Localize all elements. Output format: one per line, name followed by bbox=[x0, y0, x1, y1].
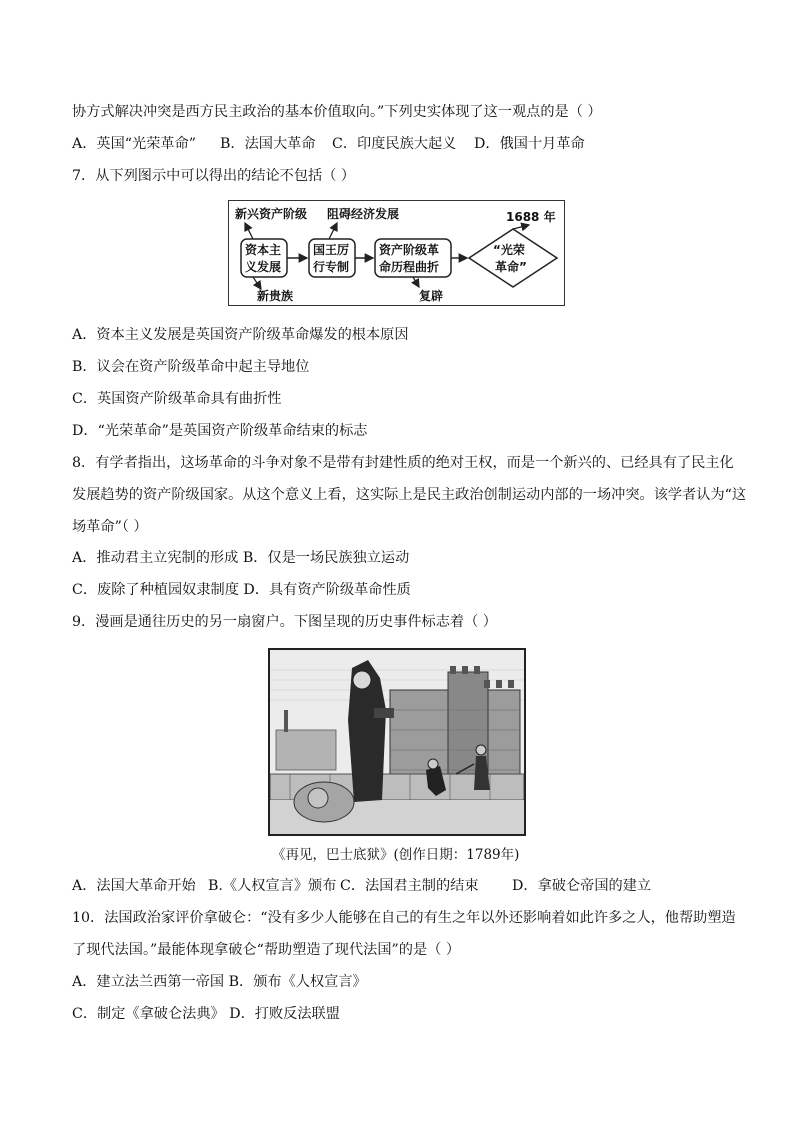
q9-stem: 9．漫画是通往历史的另一扇窗户。下图呈现的历史事件标志着（ ） bbox=[72, 614, 497, 630]
q10-options-cd[interactable]: C．制定《拿破仑法典》 D．打败反法联盟 bbox=[72, 1006, 340, 1022]
q9-option-d[interactable]: D．拿破仑帝国的建立 bbox=[512, 878, 652, 894]
q7-option-d[interactable]: D．“光荣革命”是英国资产阶级革命结束的标志 bbox=[72, 423, 368, 439]
label-new-bourgeoisie: 新兴资产阶级 bbox=[235, 207, 308, 221]
cartoon-caption: 《再见，巴士底狱》(创作日期：1789年) bbox=[272, 847, 520, 863]
diamond-l2: 革命” bbox=[495, 260, 527, 274]
q9-option-b[interactable]: B.《人权宣言》颁布 bbox=[208, 878, 337, 894]
q6-option-c[interactable]: C．印度民族大起义 bbox=[332, 136, 457, 152]
q8-options-cd[interactable]: C．废除了种植园奴隶制度 D．具有资产阶级革命性质 bbox=[72, 582, 411, 598]
q6-option-b[interactable]: B．法国大革命 bbox=[220, 136, 316, 152]
q7-option-a[interactable]: A．资本主义发展是英国资产阶级革命爆发的根本原因 bbox=[72, 327, 409, 343]
diamond-l1: “光荣 bbox=[493, 243, 525, 257]
q10-options-ab[interactable]: A．建立法兰西第一帝国 B．颁布《人权宣言》 bbox=[72, 974, 367, 990]
q6-stem-end: 协方式解决冲突是西方民主政治的基本价值取向。”下列史实体现了这一观点的是（ ） bbox=[72, 104, 602, 120]
box-revolution-l1: 资产阶级革 bbox=[379, 243, 440, 257]
label-hinder-economy: 阻碍经济发展 bbox=[327, 207, 400, 221]
q9-options bbox=[72, 876, 651, 896]
box-capitalism-l2: 义发展 bbox=[245, 260, 282, 274]
box-autocracy-l1: 国王厉 bbox=[313, 243, 350, 257]
q8-stem-2: 发展趋势的资产阶级国家。从这个意义上看，这实际上是民主政治创制运动内部的一场冲突。该学者认为“这 bbox=[72, 487, 747, 503]
box-autocracy-l2: 行专制 bbox=[313, 260, 350, 274]
box-revolution-l2: 命历程曲折 bbox=[379, 260, 440, 274]
bastille-cartoon-image bbox=[268, 648, 526, 836]
q10-stem-2: 了现代法国。”最能体现拿破仑“帮助塑造了现代法国”的是（ ） bbox=[72, 942, 461, 958]
label-new-nobility: 新贵族 bbox=[257, 289, 294, 303]
q6-option-a[interactable]: A．英国“光荣革命” bbox=[72, 136, 197, 152]
q7-option-b[interactable]: B．议会在资产阶级革命中起主导地位 bbox=[72, 359, 310, 375]
q7-option-c[interactable]: C．英国资产阶级革命具有曲折性 bbox=[72, 391, 282, 407]
q6-options bbox=[72, 134, 585, 154]
q8-stem-3: 场革命”（ ） bbox=[72, 519, 148, 535]
q9-option-c[interactable]: C．法国君主制的结束 bbox=[340, 878, 479, 894]
label-1688: 1688 年 bbox=[506, 210, 556, 224]
q8-options-ab[interactable]: A．推动君主立宪制的形成 B．仅是一场民族独立运动 bbox=[72, 550, 410, 566]
label-restoration: 复辟 bbox=[419, 289, 444, 303]
diamond-glorious-revolution bbox=[469, 229, 557, 287]
q9-option-a[interactable]: A．法国大革命开始 bbox=[72, 878, 196, 894]
q8-stem-1: 8．有学者指出，这场革命的斗争对象不是带有封建性质的绝对王权，而是一个新兴的、已经具有了民主化 bbox=[72, 455, 734, 471]
revolution-flow-diagram bbox=[228, 200, 565, 306]
q7-stem: 7．从下列图示中可以得出的结论不包括（ ） bbox=[72, 168, 356, 184]
box-capitalism-l1: 资本主 bbox=[245, 243, 282, 257]
q6-option-d[interactable]: D．俄国十月革命 bbox=[474, 136, 585, 152]
q10-stem-1: 10．法国政治家评价拿破仑：“没有多少人能够在自己的有生之年以外还影响着如此许多之人，他帮助塑造 bbox=[72, 910, 736, 926]
